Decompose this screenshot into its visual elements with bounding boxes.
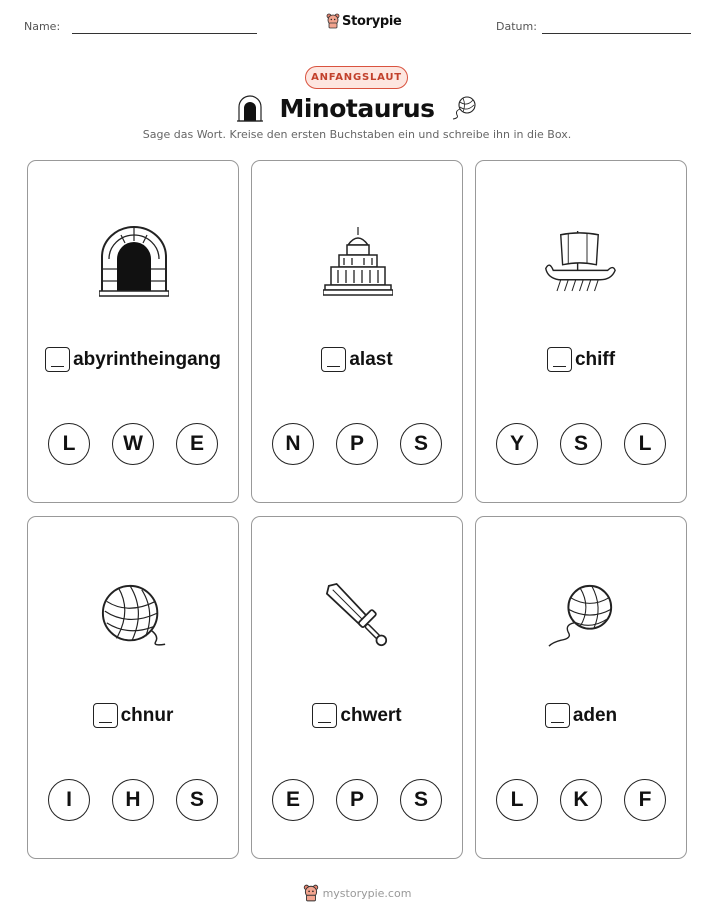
tunnel-arch-icon — [235, 93, 265, 123]
brand-logo — [326, 13, 402, 29]
bear-mascot-icon — [303, 884, 319, 902]
choice-circle[interactable]: E — [176, 423, 218, 465]
answer-box[interactable] — [547, 347, 572, 372]
choice-circle[interactable]: P — [336, 423, 378, 465]
tunnel-arch-icon — [99, 225, 169, 297]
answer-box[interactable] — [321, 347, 346, 372]
choice-circle[interactable]: P — [336, 779, 378, 821]
word-label: chnur — [120, 704, 174, 726]
bear-mascot-icon — [326, 13, 340, 29]
word-label: alast — [349, 348, 393, 370]
choice-circle[interactable]: W — [112, 423, 154, 465]
page-title: Minotaurus — [279, 93, 435, 123]
answer-box[interactable] — [93, 703, 118, 728]
choice-circle[interactable]: H — [112, 779, 154, 821]
choice-circle[interactable]: Y — [496, 423, 538, 465]
topic-badge: ANFANGSLAUT — [305, 66, 408, 89]
footer-url[interactable]: mystorypie.com — [322, 886, 412, 900]
ship-icon — [542, 225, 617, 297]
choice-circle[interactable]: K — [560, 779, 602, 821]
name-line[interactable] — [72, 33, 257, 34]
answer-box[interactable] — [45, 347, 70, 372]
title-row — [0, 92, 714, 124]
footer — [0, 884, 714, 902]
thread-ball-icon — [547, 581, 617, 653]
word-label: aden — [572, 704, 618, 726]
brand-name: Storypie — [342, 13, 402, 29]
choice-circle[interactable]: S — [176, 779, 218, 821]
choice-circle[interactable]: N — [272, 423, 314, 465]
card-ship — [475, 160, 687, 503]
date-label: Datum: — [496, 20, 537, 33]
answer-box[interactable] — [312, 703, 337, 728]
card-labyrinth — [27, 160, 239, 503]
choice-circle[interactable]: S — [400, 779, 442, 821]
choice-circle[interactable]: F — [624, 779, 666, 821]
word-label: chwert — [340, 704, 402, 726]
choice-circle[interactable]: S — [560, 423, 602, 465]
yarn-ball-icon — [449, 93, 479, 123]
sword-icon — [323, 581, 393, 653]
card-sword — [251, 516, 463, 859]
word-label: abyrintheingang — [73, 348, 221, 370]
choice-circle[interactable]: I — [48, 779, 90, 821]
date-line[interactable] — [542, 33, 691, 34]
palace-icon — [323, 225, 393, 297]
choice-circle[interactable]: E — [272, 779, 314, 821]
instruction-text: Sage das Wort. Kreise den ersten Buchstaben ein und schreibe ihn in die Box. — [142, 128, 572, 141]
name-label: Name: — [24, 20, 61, 33]
choice-circle[interactable]: L — [496, 779, 538, 821]
choice-circle[interactable]: L — [624, 423, 666, 465]
card-thread — [475, 516, 687, 859]
card-string — [27, 516, 239, 859]
card-palace — [251, 160, 463, 503]
yarn-ball-icon — [99, 581, 169, 653]
choice-circle[interactable]: L — [48, 423, 90, 465]
choice-circle[interactable]: S — [400, 423, 442, 465]
word-label: chiff — [574, 348, 616, 370]
answer-box[interactable] — [545, 703, 570, 728]
